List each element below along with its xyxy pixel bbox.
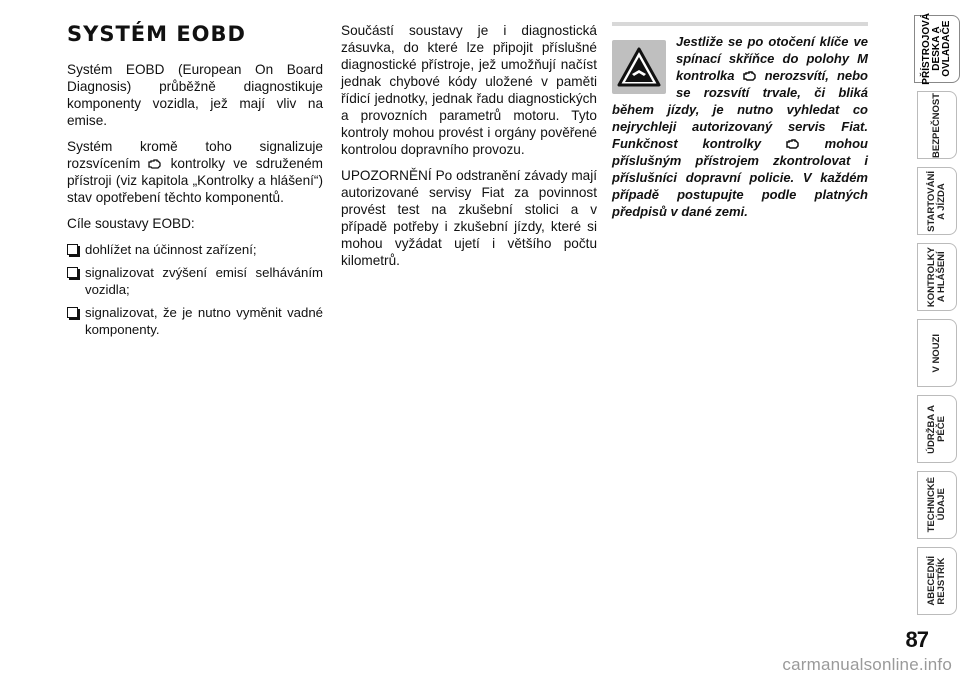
goals-list <box>67 241 323 338</box>
tab-label: TECHNICKÉ ÚDAJE <box>926 477 947 533</box>
checkbox-bullet-icon <box>67 244 78 255</box>
tab-label: STARTOVÁNÍ A JÍZDA <box>926 170 947 232</box>
tab-label: ÚDRŽBA A PÉČE <box>926 404 947 454</box>
tab-technicke-udaje[interactable] <box>917 471 957 539</box>
checkbox-bullet-icon <box>67 307 78 318</box>
engine-warning-icon <box>148 159 162 169</box>
engine-warning-icon <box>786 139 800 149</box>
paragraph-signal: Systém kromě toho signalizuje rozsvícením kontrolky ve sdruženém přístroji (viz kapitola „Kontrolky a hlášení“) stav opotřebení těchto komponentů. <box>67 139 323 205</box>
list-item: dohlížet na účinnost zařízení; <box>67 241 323 258</box>
warning-text: Jestliže se po otočení klíče ve spínací skříňce do polohy M kontrolka nerozsvítí, nebo se rozsvítí trvale, či bliká během jízdy, je nutno vyhledat co nejrychleji autorizovaný servis Fiat. Funkčnost kontrolky mohou příslušným přístrojem zkontrolovat i příslušníci dopravní policie. V každém případě postupujte podle platných předpisů v dané zemi. <box>612 34 868 219</box>
warning-top-bar <box>612 22 868 26</box>
column-left <box>67 22 323 344</box>
column-middle <box>341 22 597 278</box>
paragraph-intro: Systém EOBD (European On Board Diagnosis) průběžně diagnostikuje komponenty vozidla, jež mají vliv na emise. <box>67 62 323 128</box>
tab-v-nouzi[interactable] <box>917 319 957 387</box>
tab-kontrolky[interactable] <box>917 243 957 311</box>
tab-label: BEZPEČNOST <box>931 92 942 158</box>
tab-bezpecnost[interactable] <box>917 91 957 159</box>
tab-startovani[interactable] <box>917 167 957 235</box>
checkbox-bullet-icon <box>67 267 78 278</box>
tab-label: ABECEDNÍ REJSTŘÍK <box>926 556 947 606</box>
chapter-tabs <box>914 15 960 627</box>
tab-pristrojova-deska[interactable] <box>914 15 960 83</box>
tab-rejstrik[interactable] <box>917 547 957 615</box>
paragraph-goals: Cíle soustavy EOBD: <box>67 216 195 231</box>
engine-warning-icon <box>743 71 757 81</box>
tab-label: V NOUZI <box>931 333 942 373</box>
warning-box <box>612 22 868 220</box>
section-heading: SYSTÉM EOBD <box>67 22 246 46</box>
warning-triangle-icon <box>612 40 666 94</box>
list-item: signalizovat zvýšení emisí selháváním vozidla; <box>67 264 323 298</box>
tab-label: KONTROLKY A HLÁŠENÍ <box>926 246 947 308</box>
list-item: signalizovat, že je nutno vyměnit vadné komponenty. <box>67 304 323 338</box>
page-number: 87 <box>905 627 928 652</box>
paragraph-warning-note: UPOZORNĚNÍ Po odstranění závady mají autorizované servisy Fiat za povinnost provést test na zkušební stolici a v případě potřeby i zkušební jízdy, které si mohou vyžádat ujetí i většího počtu kilometrů. <box>341 168 597 268</box>
tab-label: PŘÍSTROJOVÁ DESKA A OVLADAČE <box>921 13 952 85</box>
tab-udrzba[interactable] <box>917 395 957 463</box>
paragraph-diagnostic: Součástí soustavy je i diagnostická zásuvka, do které lze připojit příslušné diagnostické přístroje, jež umožňují načíst jednak chybové kódy uložené v paměti řídicí jednotky, jednak řadu diagnostických a provozních parametrů motoru. Tyto kontroly mohou provést i orgány pověřené kontrolou dopravního provozu. <box>341 23 597 157</box>
watermark: carmanualsonline.info <box>782 655 952 674</box>
